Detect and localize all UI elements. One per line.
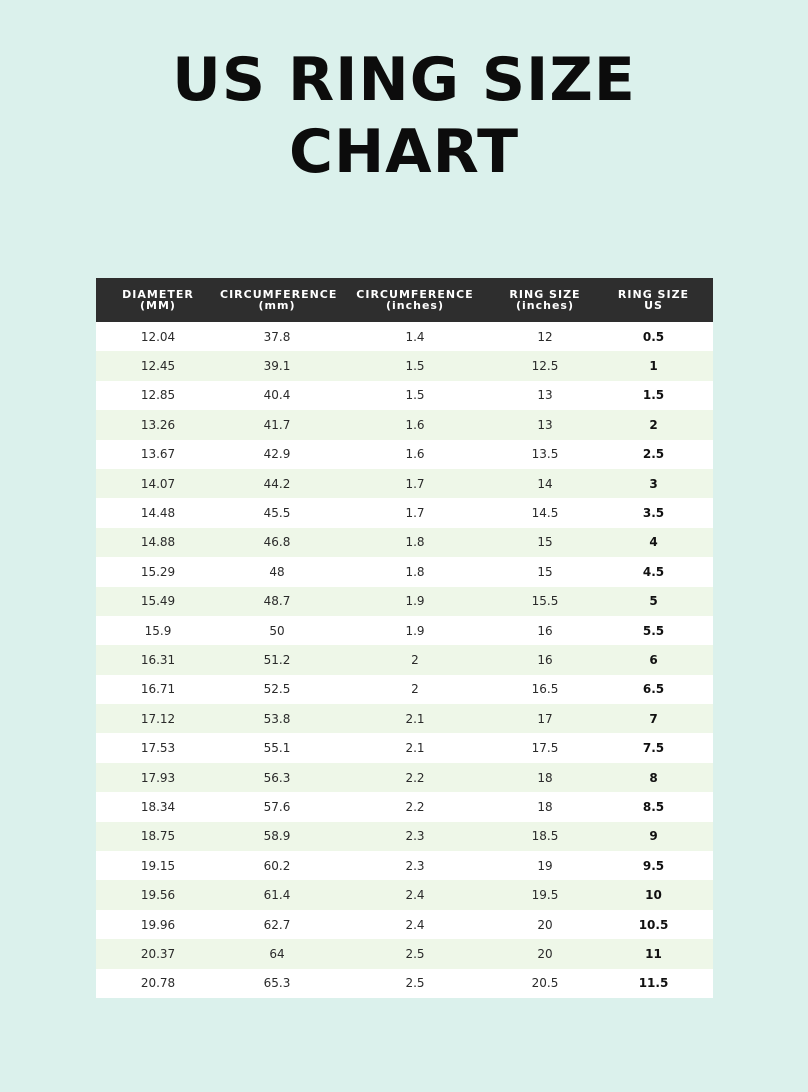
- ring-size-inches-cell: 18: [537, 770, 553, 785]
- column-header-diameter-mm: [96, 278, 220, 322]
- diameter-mm-cell: 19.96: [140, 917, 176, 932]
- circumference-mm-cell: 53.8: [263, 711, 291, 726]
- circumference-inches-cell: 1.9: [405, 623, 425, 638]
- circumference-mm-cell: 40.4: [263, 388, 291, 403]
- ring-size-us-cell: 6.5: [642, 682, 665, 697]
- diameter-mm-cell: 16.31: [140, 652, 176, 667]
- ring-size-us-cell: 2.5: [642, 447, 665, 462]
- column-header-circumference-mm: [220, 278, 338, 322]
- diameter-mm-cell: 17.93: [140, 770, 176, 785]
- circumference-mm-cell: 56.3: [263, 770, 291, 785]
- column-header-line: US: [644, 299, 663, 312]
- ring-size-inches-cell: 15: [537, 564, 553, 579]
- ring-size-us-cell: 4.5: [642, 564, 665, 579]
- circumference-inches-cell: 2.4: [405, 888, 425, 903]
- ring-size-us-cell: 1.5: [642, 388, 665, 403]
- table-row: [96, 763, 713, 792]
- table-row: [96, 939, 713, 968]
- diameter-mm-cell: 17.53: [140, 741, 176, 756]
- circumference-mm-cell: 39.1: [263, 359, 291, 374]
- table-row: [96, 822, 713, 851]
- table-row: [96, 587, 713, 616]
- ring-size-inches-cell: 16.5: [531, 682, 559, 697]
- table-header: [96, 278, 713, 322]
- ring-size-table: [96, 278, 713, 998]
- table-row: [96, 851, 713, 880]
- table-row: [96, 557, 713, 586]
- ring-size-us-cell: 9.5: [642, 858, 665, 873]
- circumference-inches-cell: 1.6: [405, 417, 425, 432]
- circumference-inches-cell: 1.8: [405, 535, 425, 550]
- diameter-mm-cell: 13.67: [140, 447, 176, 462]
- diameter-mm-cell: 18.75: [140, 829, 176, 844]
- circumference-inches-cell: 2.5: [405, 946, 425, 961]
- circumference-inches-cell: 2.3: [405, 858, 425, 873]
- circumference-inches-cell: 2: [411, 682, 419, 697]
- ring-size-inches-cell: 20.5: [531, 976, 559, 991]
- circumference-inches-cell: 1.7: [405, 506, 425, 521]
- diameter-mm-cell: 12.45: [140, 359, 176, 374]
- diameter-mm-cell: 19.15: [140, 858, 176, 873]
- table-row: [96, 969, 713, 998]
- circumference-inches-cell: 2.5: [405, 976, 425, 991]
- column-header-circumference-inches: [334, 278, 496, 322]
- page-title-line-1: US RING SIZE: [172, 45, 636, 115]
- ring-size-inches-cell: 15: [537, 535, 553, 550]
- diameter-mm-cell: 19.56: [140, 888, 176, 903]
- circumference-mm-cell: 58.9: [263, 829, 291, 844]
- circumference-mm-cell: 37.8: [263, 329, 291, 344]
- ring-size-us-cell: 3: [649, 476, 658, 491]
- circumference-inches-cell: 1.5: [405, 388, 425, 403]
- diameter-mm-cell: 15.49: [140, 594, 176, 609]
- diameter-mm-cell: 20.78: [140, 976, 176, 991]
- circumference-mm-cell: 61.4: [263, 888, 291, 903]
- table-row: [96, 880, 713, 909]
- ring-size-us-cell: 0.5: [642, 329, 665, 344]
- diameter-mm-cell: 13.26: [140, 417, 176, 432]
- ring-size-us-cell: 8: [649, 770, 658, 785]
- ring-size-inches-cell: 12: [537, 329, 553, 344]
- ring-size-us-cell: 3.5: [642, 506, 665, 521]
- table-row: [96, 351, 713, 380]
- ring-size-us-cell: 5: [649, 594, 658, 609]
- circumference-mm-cell: 50: [269, 623, 285, 638]
- table-body: [96, 322, 713, 998]
- circumference-mm-cell: 41.7: [263, 417, 291, 432]
- ring-size-inches-cell: 14.5: [531, 506, 559, 521]
- column-header-line: RING SIZE: [617, 288, 690, 301]
- table-row: [96, 498, 713, 527]
- ring-size-inches-cell: 16: [537, 652, 553, 667]
- ring-size-inches-cell: 13: [537, 388, 553, 403]
- table-row: [96, 675, 713, 704]
- table-row: [96, 910, 713, 939]
- circumference-inches-cell: 2.4: [405, 917, 425, 932]
- ring-size-inches-cell: 12.5: [531, 359, 559, 374]
- ring-size-us-cell: 9: [649, 829, 658, 844]
- circumference-inches-cell: 2: [411, 652, 419, 667]
- ring-size-us-cell: 2: [649, 417, 658, 432]
- ring-size-inches-cell: 13: [537, 417, 553, 432]
- column-header-line: (mm): [258, 299, 296, 312]
- table-row: [96, 645, 713, 674]
- column-header-line: RING SIZE: [509, 288, 581, 301]
- column-header-line: DIAMETER: [122, 288, 194, 301]
- circumference-inches-cell: 2.2: [405, 770, 425, 785]
- diameter-mm-cell: 17.12: [140, 711, 176, 726]
- column-header-ring-size-inches: [496, 278, 594, 322]
- ring-size-inches-cell: 19.5: [531, 888, 559, 903]
- circumference-inches-cell: 2.1: [405, 741, 425, 756]
- column-header-ring-size-us: [594, 278, 713, 322]
- circumference-inches-cell: 1.6: [405, 447, 425, 462]
- circumference-inches-cell: 1.9: [405, 594, 425, 609]
- ring-size-inches-cell: 17.5: [531, 741, 559, 756]
- column-header-line: (inches): [515, 299, 574, 312]
- diameter-mm-cell: 14.88: [140, 535, 176, 550]
- column-header-line: (inches): [385, 299, 444, 312]
- ring-size-inches-cell: 20: [537, 946, 553, 961]
- ring-size-us-cell: 8.5: [642, 799, 665, 814]
- ring-size-inches-cell: 16: [537, 623, 553, 638]
- circumference-mm-cell: 65.3: [263, 976, 291, 991]
- column-header-line: CIRCUMFERENCE: [356, 288, 474, 301]
- ring-size-inches-cell: 14: [537, 476, 553, 491]
- ring-size-inches-cell: 18: [537, 799, 553, 814]
- ring-size-us-cell: 4: [649, 535, 658, 550]
- ring-size-us-cell: 7.5: [642, 741, 665, 756]
- table-row: [96, 381, 713, 410]
- diameter-mm-cell: 14.07: [140, 476, 176, 491]
- circumference-mm-cell: 62.7: [263, 917, 291, 932]
- circumference-mm-cell: 51.2: [263, 652, 291, 667]
- diameter-mm-cell: 16.71: [140, 682, 176, 697]
- ring-size-us-cell: 5.5: [642, 623, 665, 638]
- diameter-mm-cell: 18.34: [140, 799, 176, 814]
- circumference-mm-cell: 60.2: [263, 858, 291, 873]
- circumference-mm-cell: 55.1: [263, 741, 291, 756]
- circumference-inches-cell: 1.8: [405, 564, 425, 579]
- ring-size-inches-cell: 18.5: [531, 829, 559, 844]
- table-row: [96, 792, 713, 821]
- table-row: [96, 616, 713, 645]
- diameter-mm-cell: 12.85: [140, 388, 176, 403]
- circumference-inches-cell: 1.5: [405, 359, 425, 374]
- diameter-mm-cell: 15.29: [140, 564, 176, 579]
- ring-size-inches-cell: 19: [537, 858, 553, 873]
- ring-size-inches-cell: 13.5: [531, 447, 559, 462]
- ring-size-inches-cell: 17: [537, 711, 553, 726]
- ring-size-inches-cell: 20: [537, 917, 553, 932]
- circumference-mm-cell: 42.9: [263, 447, 291, 462]
- column-header-line: (MM): [140, 299, 176, 312]
- circumference-mm-cell: 45.5: [263, 506, 291, 521]
- ring-size-us-cell: 10.5: [638, 917, 669, 932]
- diameter-mm-cell: 12.04: [140, 329, 176, 344]
- circumference-inches-cell: 1.7: [405, 476, 425, 491]
- circumference-inches-cell: 1.4: [405, 329, 425, 344]
- table-row: [96, 440, 713, 469]
- circumference-mm-cell: 44.2: [263, 476, 291, 491]
- table-row: [96, 410, 713, 439]
- ring-size-us-cell: 11: [645, 946, 662, 961]
- circumference-mm-cell: 46.8: [263, 535, 291, 550]
- circumference-mm-cell: 48.7: [263, 594, 291, 609]
- circumference-inches-cell: 2.1: [405, 711, 425, 726]
- diameter-mm-cell: 15.9: [144, 623, 172, 638]
- circumference-mm-cell: 52.5: [263, 682, 291, 697]
- ring-size-us-cell: 7: [649, 711, 658, 726]
- page-title-line-2: CHART: [288, 117, 520, 187]
- table-row: [96, 528, 713, 557]
- diameter-mm-cell: 20.37: [140, 946, 176, 961]
- ring-size-us-cell: 11.5: [638, 976, 669, 991]
- circumference-mm-cell: 57.6: [263, 799, 291, 814]
- circumference-mm-cell: 48: [269, 564, 285, 579]
- table-row: [96, 322, 713, 351]
- ring-size-inches-cell: 15.5: [531, 594, 559, 609]
- diameter-mm-cell: 14.48: [140, 506, 176, 521]
- circumference-mm-cell: 64: [269, 946, 285, 961]
- column-header-line: CIRCUMFERENCE: [220, 288, 338, 301]
- ring-size-us-cell: 1: [649, 359, 658, 374]
- page-title: [0, 44, 808, 188]
- table-row: [96, 704, 713, 733]
- table-header-row: [96, 278, 713, 322]
- ring-size-us-cell: 10: [645, 888, 662, 903]
- table-row: [96, 733, 713, 762]
- table-row: [96, 469, 713, 498]
- ring-size-us-cell: 6: [649, 652, 658, 667]
- circumference-inches-cell: 2.3: [405, 829, 425, 844]
- circumference-inches-cell: 2.2: [405, 799, 425, 814]
